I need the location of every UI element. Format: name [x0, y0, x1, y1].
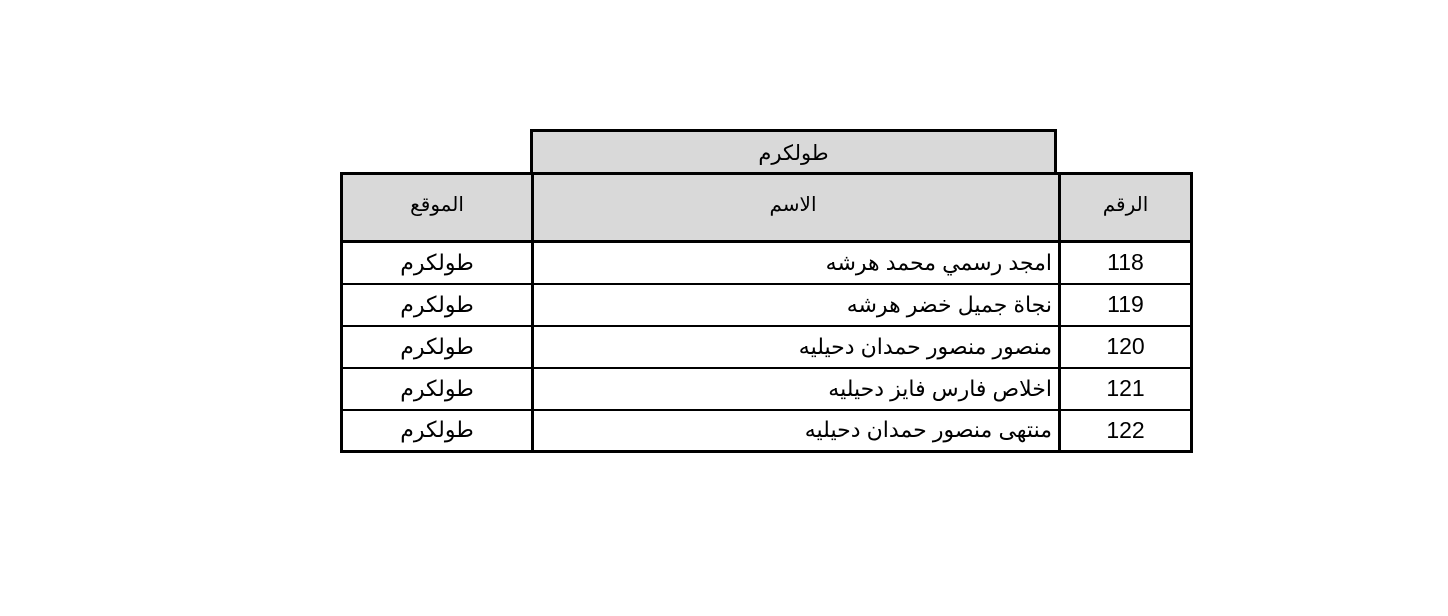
number-cell: 122: [1060, 410, 1192, 452]
table-row: [342, 284, 1192, 326]
table-row: [342, 368, 1192, 410]
table-row: [342, 410, 1192, 452]
header-location: الموقع: [342, 174, 533, 242]
location-cell: طولكرم: [342, 284, 533, 326]
header-number: الرقم: [1060, 174, 1192, 242]
name-cell: اخلاص فارس فايز دحيليه: [533, 368, 1060, 410]
name-cell: منتهى منصور حمدان دحيليه: [533, 410, 1060, 452]
table-row: [342, 242, 1192, 284]
name-cell: امجد رسمي محمد هرشه: [533, 242, 1060, 284]
table-row: [342, 326, 1192, 368]
location-cell: طولكرم: [342, 326, 533, 368]
number-cell: 119: [1060, 284, 1192, 326]
location-cell: طولكرم: [342, 368, 533, 410]
name-cell: منصور منصور حمدان دحيليه: [533, 326, 1060, 368]
header-name: الاسم: [533, 174, 1060, 242]
location-cell: طولكرم: [342, 410, 533, 452]
location-cell: طولكرم: [342, 242, 533, 284]
name-cell: نجاة جميل خضر هرشه: [533, 284, 1060, 326]
records-table: [340, 172, 1193, 453]
number-cell: 118: [1060, 242, 1192, 284]
number-cell: 121: [1060, 368, 1192, 410]
number-cell: 120: [1060, 326, 1192, 368]
header-row: [342, 174, 1192, 242]
table-title: طولكرم: [530, 129, 1057, 174]
